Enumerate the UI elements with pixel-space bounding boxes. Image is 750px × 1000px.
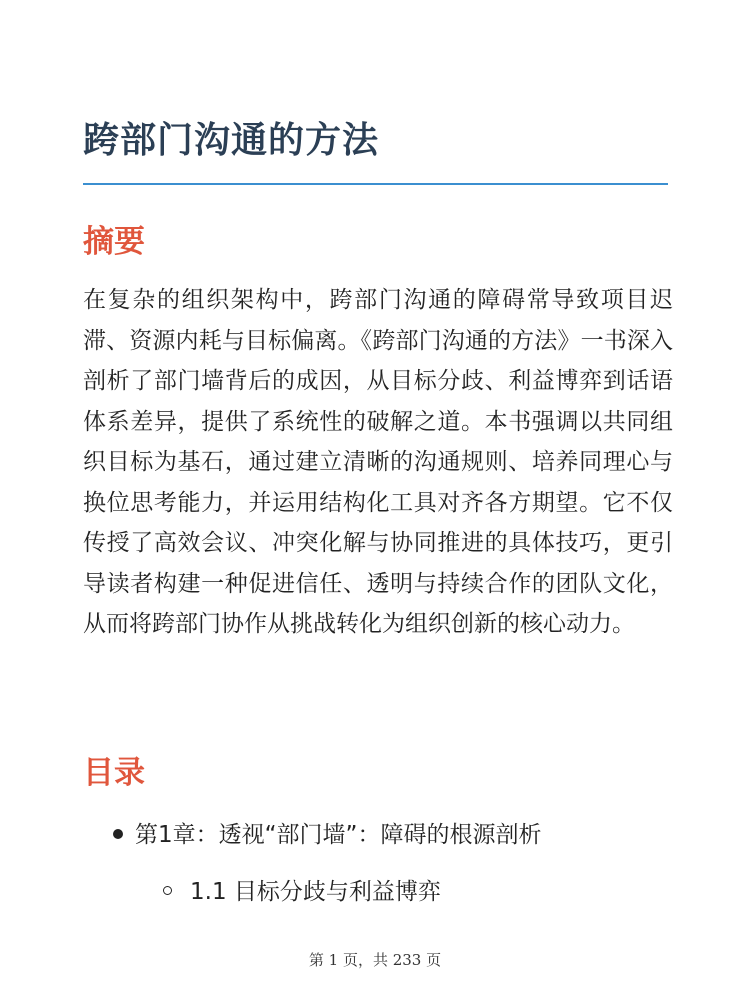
toc-item-chapter-1[interactable]: 第1章：透视“部门墙”：障碍的根源剖析 bbox=[135, 822, 542, 848]
page-title: 跨部门沟通的方法 bbox=[83, 120, 380, 161]
title-divider bbox=[83, 183, 668, 185]
page-footer: 第 1 页，共 233 页 bbox=[308, 951, 442, 969]
bullet-circle-icon bbox=[163, 886, 172, 895]
toc-heading: 目录 bbox=[83, 755, 145, 791]
abstract-heading: 摘要 bbox=[83, 224, 145, 260]
toc-item-section-1-1[interactable]: 1.1 目标分歧与利益博弈 bbox=[190, 879, 441, 905]
abstract-paragraph: 在复杂的组织架构中，跨部门沟通的障碍常导致项目迟滞、资源内耗与目标偏离。《跨部门沟通的方法》一书深入剖析了部门墙背后的成因，从目标分歧、利益博弈到话语体系差异，提供了系统性的破解之道。本书强调以共同组织目标为基石，通过建立清晰的沟通规则、培养同理心与换位思考能力，并运用结构化工具对齐各方期望。它不仅传授了高效会议、冲突化解与协同推进的具体技巧，更引导读者构建一种促进信任、透明与持续合作的团队文化，从而将跨部门协作从挑战转化为组织创新的核心动力。 bbox=[83, 287, 673, 637]
bullet-disc-icon bbox=[113, 829, 123, 839]
